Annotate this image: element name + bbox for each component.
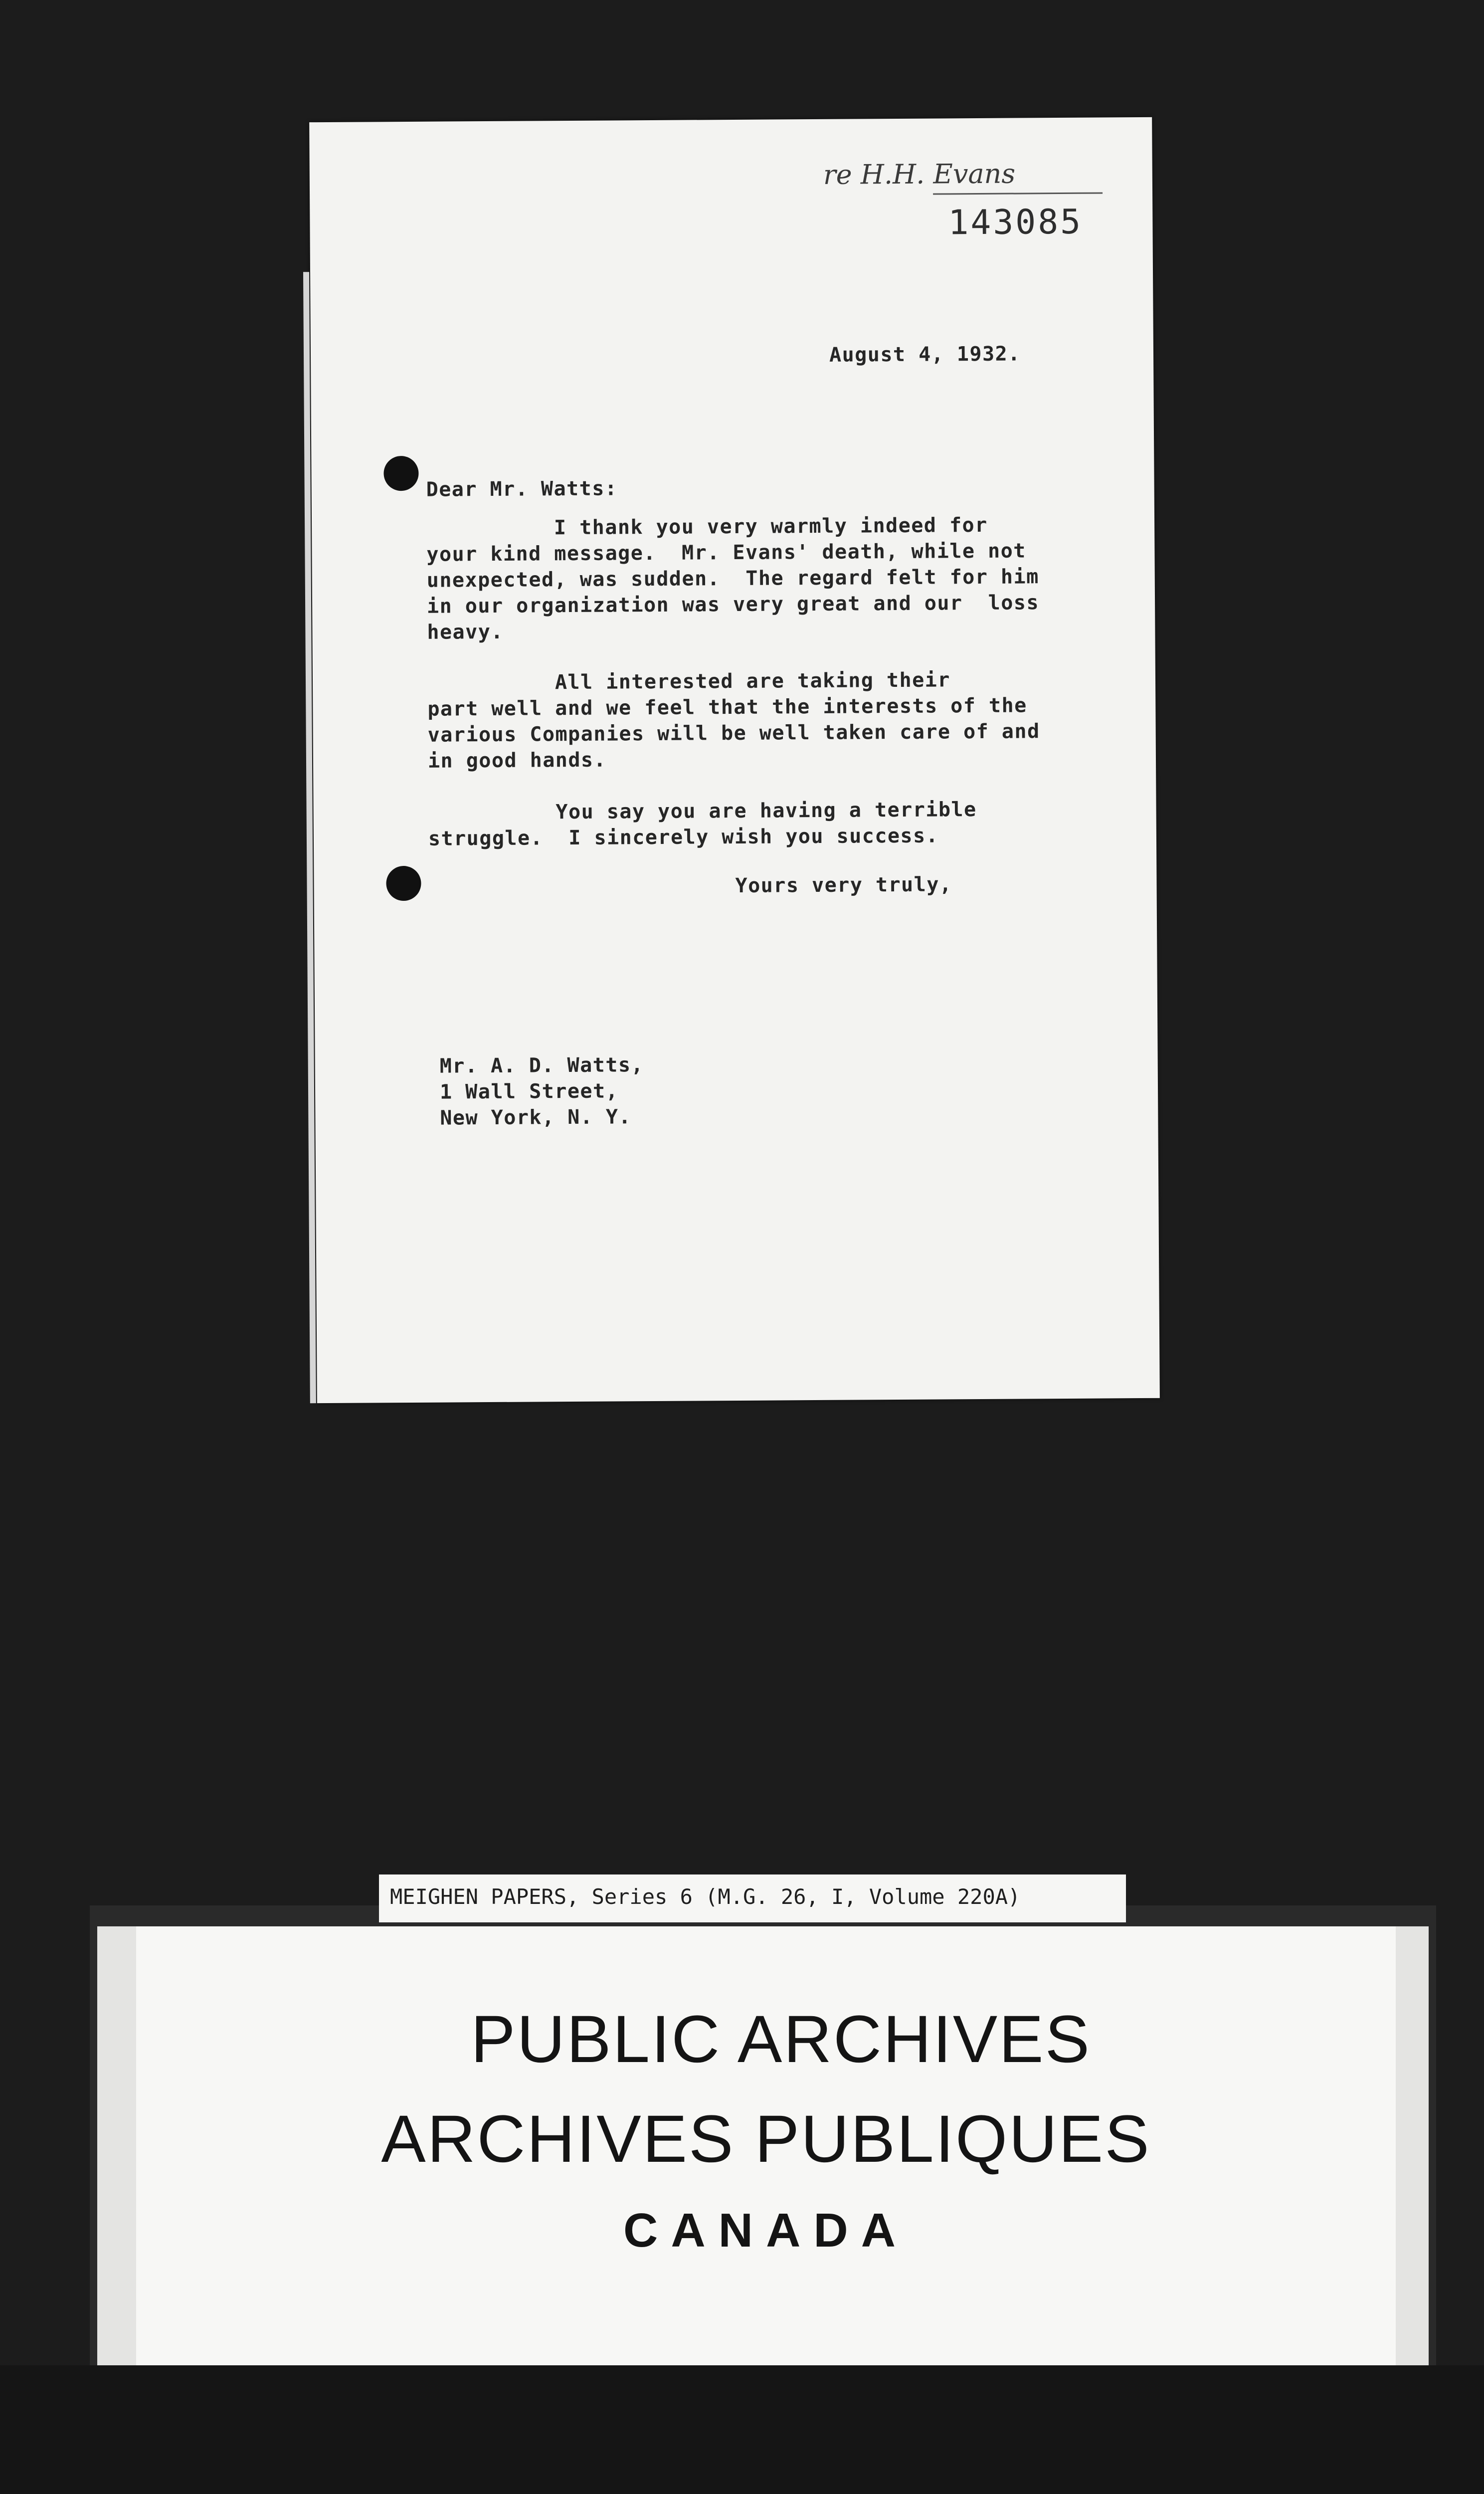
- text-line: unexpected, was sudden. The regard felt for him: [426, 565, 1039, 592]
- letter-paragraph-1: [426, 511, 1125, 645]
- text-line: in our organization was very great and our loss: [426, 591, 1040, 618]
- archives-card: [97, 1926, 1429, 2365]
- annotation-underline: [933, 192, 1103, 195]
- letter-sheet: [309, 117, 1160, 1403]
- text-line: All interested are taking their: [427, 668, 951, 695]
- document-number: 143085: [948, 202, 1083, 243]
- letter-date: August 4, 1932.: [829, 342, 1021, 367]
- text-line: struggle. I sincerely wish you success.: [428, 824, 939, 850]
- letter-paragraph-2: [427, 666, 1126, 774]
- text-line: part well and we feel that the interests of the: [427, 694, 1027, 721]
- text-line: You say you are having a terrible: [428, 798, 977, 825]
- text-line: your kind message. Mr. Evans' death, while not: [426, 539, 1026, 566]
- punch-hole: [386, 866, 421, 901]
- card-title-french: ARCHIVES PUBLIQUES: [381, 2102, 1151, 2176]
- address-line: New York, N. Y.: [440, 1105, 632, 1130]
- text-line: heavy.: [427, 620, 504, 644]
- text-line: various Companies will be well taken care of and: [427, 720, 1040, 747]
- punch-hole: [383, 456, 418, 491]
- card-country: CANADA: [623, 2204, 909, 2257]
- salutation: Dear Mr. Watts:: [426, 477, 618, 501]
- address-line: Mr. A. D. Watts,: [439, 1053, 644, 1078]
- film-bottom-strip: [0, 2365, 1484, 2494]
- recipient-address: [440, 1052, 644, 1131]
- reference-label: MEIGHEN PAPERS, Series 6 (M.G. 26, I, Volume 220A): [379, 1874, 1126, 1922]
- closing: Yours very truly,: [735, 873, 952, 897]
- address-line: 1 Wall Street,: [439, 1079, 619, 1104]
- card-title-english: PUBLIC ARCHIVES: [471, 2002, 1091, 2077]
- handwritten-annotation: re H.H. Evans: [823, 158, 1016, 191]
- sheet-edge: [303, 272, 316, 1403]
- letter-paragraph-3: [428, 796, 1126, 852]
- text-line: I thank you very warmly indeed for: [426, 513, 988, 540]
- text-line: in good hands.: [427, 748, 607, 773]
